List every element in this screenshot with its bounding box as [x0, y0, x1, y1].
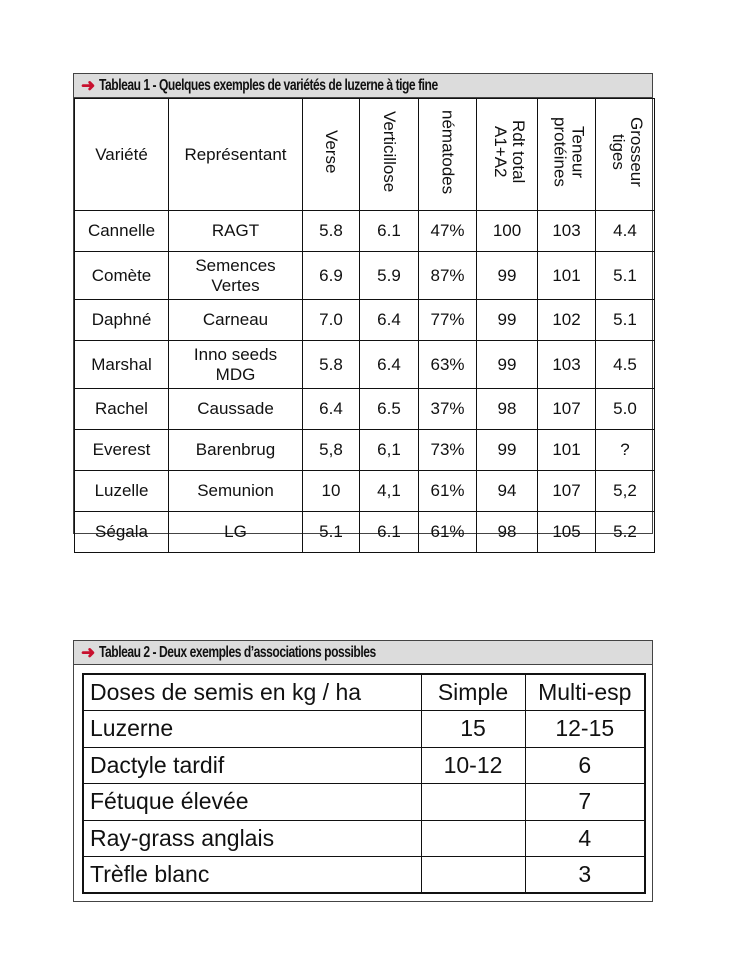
cell-species: Luzerne	[83, 711, 421, 748]
header-grosseur-tiges: Grosseur tiges	[596, 99, 655, 211]
table2-title: Tableau 2 - Deux exemples d’associations possibles	[98, 643, 376, 661]
cell-representant: LG	[169, 512, 303, 553]
cell-verse: 6.4	[303, 389, 360, 430]
table2-header-row	[83, 674, 645, 711]
cell-verse: 5,8	[303, 430, 360, 471]
table-row	[75, 430, 655, 471]
table2-panel	[73, 640, 653, 902]
cell-verse: 5.8	[303, 211, 360, 252]
cell-multi-esp: 3	[525, 857, 645, 894]
table-row	[83, 711, 645, 748]
cell-grosseur-tiges: 5.1	[596, 300, 655, 341]
cell-simple: 10-12	[421, 747, 525, 784]
table1-title-bar	[74, 74, 652, 98]
cell-nematodes: 77%	[419, 300, 477, 341]
table1	[74, 98, 655, 553]
cell-nematodes: 73%	[419, 430, 477, 471]
cell-rdt-total: 99	[477, 341, 538, 389]
cell-grosseur-tiges: 5.2	[596, 512, 655, 553]
cell-rdt-total: 99	[477, 252, 538, 300]
cell-species: Fétuque élevée	[83, 784, 421, 821]
table-row	[75, 252, 655, 300]
header-verse: Verse	[303, 99, 360, 211]
cell-verticillose: 4,1	[360, 471, 419, 512]
cell-multi-esp: 12-15	[525, 711, 645, 748]
cell-rdt-total: 98	[477, 389, 538, 430]
table-row	[83, 857, 645, 894]
cell-verticillose: 6,1	[360, 430, 419, 471]
cell-verticillose: 6.4	[360, 341, 419, 389]
cell-rdt-total: 99	[477, 300, 538, 341]
cell-grosseur-tiges: 4.5	[596, 341, 655, 389]
cell-verticillose: 6.1	[360, 211, 419, 252]
cell-representant: Inno seeds MDG	[169, 341, 303, 389]
header-variete: Variété	[75, 99, 169, 211]
table-row	[83, 784, 645, 821]
table1-panel	[73, 73, 653, 542]
cell-multi-esp: 6	[525, 747, 645, 784]
cell-teneur-proteines: 102	[538, 300, 596, 341]
cell-nematodes: 37%	[419, 389, 477, 430]
header-nematodes: nématodes	[419, 99, 477, 211]
cell-grosseur-tiges: 5.0	[596, 389, 655, 430]
cell-grosseur-tiges: 5.1	[596, 252, 655, 300]
table-row	[75, 512, 655, 553]
cell-nematodes: 61%	[419, 471, 477, 512]
cell-rdt-total: 94	[477, 471, 538, 512]
header-simple: Simple	[421, 674, 525, 711]
cell-verticillose: 5.9	[360, 252, 419, 300]
header-doses: Doses de semis en kg / ha	[83, 674, 421, 711]
cell-nematodes: 63%	[419, 341, 477, 389]
cell-teneur-proteines: 103	[538, 341, 596, 389]
cell-simple	[421, 784, 525, 821]
table-row	[75, 341, 655, 389]
cell-variete: Daphné	[75, 300, 169, 341]
cell-nematodes: 87%	[419, 252, 477, 300]
cell-verticillose: 6.5	[360, 389, 419, 430]
cell-verticillose: 6.4	[360, 300, 419, 341]
cell-nematodes: 47%	[419, 211, 477, 252]
cell-species: Ray-grass anglais	[83, 820, 421, 857]
cell-verse: 6.9	[303, 252, 360, 300]
cell-rdt-total: 99	[477, 430, 538, 471]
cell-rdt-total: 98	[477, 512, 538, 553]
table1-title: Tableau 1 - Quelques exemples de variétés de luzerne à tige fine	[98, 76, 438, 94]
cell-nematodes: 61%	[419, 512, 477, 553]
table2-title-bar	[74, 641, 652, 665]
cell-verse: 5.8	[303, 341, 360, 389]
cell-representant: Semunion	[169, 471, 303, 512]
table-row	[83, 820, 645, 857]
table-row	[75, 211, 655, 252]
cell-teneur-proteines: 103	[538, 211, 596, 252]
cell-simple: 15	[421, 711, 525, 748]
cell-variete: Cannelle	[75, 211, 169, 252]
table-row	[75, 300, 655, 341]
cell-teneur-proteines: 107	[538, 471, 596, 512]
cell-multi-esp: 4	[525, 820, 645, 857]
cell-verse: 7.0	[303, 300, 360, 341]
header-representant: Représentant	[169, 99, 303, 211]
cell-verticillose: 6.1	[360, 512, 419, 553]
arrow-right-icon: ➜	[81, 75, 95, 95]
cell-representant: Barenbrug	[169, 430, 303, 471]
table2	[82, 673, 646, 894]
arrow-right-icon: ➜	[81, 642, 95, 662]
header-verticillose: Verticillose	[360, 99, 419, 211]
cell-verse: 10	[303, 471, 360, 512]
table-row	[75, 471, 655, 512]
cell-grosseur-tiges: 4.4	[596, 211, 655, 252]
cell-representant: Semences Vertes	[169, 252, 303, 300]
cell-variete: Ségala	[75, 512, 169, 553]
table-row	[75, 389, 655, 430]
cell-teneur-proteines: 105	[538, 512, 596, 553]
header-multi-esp: Multi-esp	[525, 674, 645, 711]
cell-teneur-proteines: 107	[538, 389, 596, 430]
cell-simple	[421, 857, 525, 894]
cell-variete: Luzelle	[75, 471, 169, 512]
cell-representant: RAGT	[169, 211, 303, 252]
cell-multi-esp: 7	[525, 784, 645, 821]
header-rdt-total: Rdt total A1+A2	[477, 99, 538, 211]
cell-grosseur-tiges: 5,2	[596, 471, 655, 512]
cell-variete: Comète	[75, 252, 169, 300]
cell-representant: Caussade	[169, 389, 303, 430]
cell-grosseur-tiges: ?	[596, 430, 655, 471]
table-row	[83, 747, 645, 784]
cell-species: Trèfle blanc	[83, 857, 421, 894]
cell-variete: Rachel	[75, 389, 169, 430]
cell-species: Dactyle tardif	[83, 747, 421, 784]
cell-teneur-proteines: 101	[538, 252, 596, 300]
cell-verse: 5.1	[303, 512, 360, 553]
header-teneur-proteines: Teneur protéines	[538, 99, 596, 211]
cell-variete: Everest	[75, 430, 169, 471]
cell-variete: Marshal	[75, 341, 169, 389]
cell-teneur-proteines: 101	[538, 430, 596, 471]
cell-simple	[421, 820, 525, 857]
cell-rdt-total: 100	[477, 211, 538, 252]
cell-representant: Carneau	[169, 300, 303, 341]
